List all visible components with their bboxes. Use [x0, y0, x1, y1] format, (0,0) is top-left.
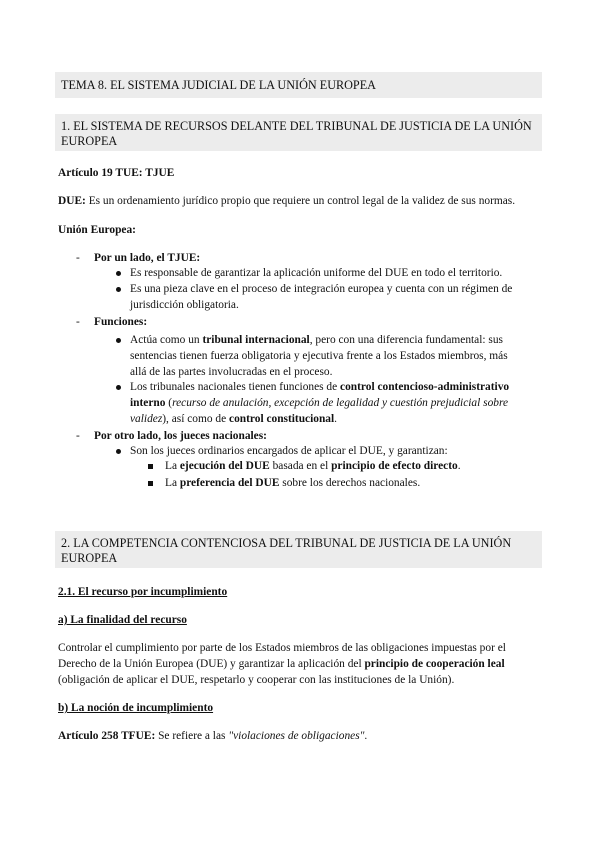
bullet-dot: [116, 385, 121, 390]
funciones-b1-line1: Actúa como un tribunal internacional, pero con una diferencia fundamental: sus: [130, 334, 503, 346]
tjue-bullet1: Es responsable de garantizar la aplicación uniforme del DUE en todo el territorio.: [130, 267, 503, 279]
tjue-bullet2-line2: jurisdicción obligatoria.: [130, 299, 239, 311]
funciones-label: Funciones:: [94, 316, 148, 328]
funciones-b1-line3: allá de las partes involucradas en el proceso.: [130, 366, 333, 378]
bullet-dot: [116, 338, 121, 343]
dash-bullet: -: [76, 316, 80, 328]
finalidad-line3: (obligación de aplicar el DUE, respetarlo y cooperar con las instituciones de la Unión).: [58, 674, 455, 686]
square-bullet: [148, 464, 153, 469]
jueces-sub2: La preferencia del DUE sobre los derechos nacionales.: [165, 477, 421, 489]
tjue-bullet2-line1: Es una pieza clave en el proceso de integración europea y cuenta con un régimen de: [130, 283, 513, 295]
tjue-label: Por un lado, el TJUE:: [94, 252, 201, 264]
section1-heading-line2: EUROPEA: [61, 134, 118, 148]
funciones-b2-line3: validez), así como de control constitucional.: [130, 413, 338, 425]
section2-heading-line2: EUROPEA: [61, 551, 118, 565]
bullet-dot: [116, 449, 121, 454]
tema-title-band: [55, 72, 542, 98]
tema-title: TEMA 8. EL SISTEMA JUDICIAL DE LA UNIÓN EUROPEA: [61, 78, 376, 92]
bullet-dot: [116, 287, 121, 292]
subheading-2-1: 2.1. El recurso por incumplimiento: [58, 586, 228, 598]
funciones-b2-line2: interno (recurso de anulación, excepción de legalidad y cuestión prejudicial sobre: [130, 397, 509, 409]
art258-paragraph: Artículo 258 TFUE: Se refiere a las "violaciones de obligaciones".: [58, 730, 368, 742]
dash-bullet: -: [76, 430, 80, 442]
jueces-label: Por otro lado, los jueces nacionales:: [94, 430, 267, 442]
section1-heading-band: [55, 114, 542, 151]
square-bullet: [148, 481, 153, 486]
section2-heading-line1: 2. LA COMPETENCIA CONTENCIOSA DEL TRIBUNAL DE JUSTICIA DE LA UNIÓN: [61, 536, 512, 550]
finalidad-line1: Controlar el cumplimiento por parte de los Estados miembros de las obligaciones impuestas por el: [58, 642, 506, 654]
jueces-bullet1: Son los jueces ordinarios encargados de aplicar el DUE, y garantizan:: [130, 445, 448, 457]
subheading-b: b) La noción de incumplimiento: [58, 702, 214, 714]
finalidad-line2: Derecho de la Unión Europea (DUE) y garantizar la aplicación del principio de cooperación leal: [58, 658, 505, 670]
bullet-dot: [116, 271, 121, 276]
funciones-b2-line1: Los tribunales nacionales tienen funciones de control contencioso-administrativo: [130, 381, 510, 393]
due-paragraph: DUE: Es un ordenamiento jurídico propio que requiere un control legal de la validez de sus normas.: [58, 195, 516, 207]
subheading-a: a) La finalidad del recurso: [58, 614, 187, 626]
dash-bullet: -: [76, 252, 80, 264]
art19-heading: Artículo 19 TUE: TJUE: [58, 167, 175, 179]
jueces-sub1: La ejecución del DUE basada en el principio de efecto directo.: [165, 460, 461, 472]
section2-heading-band: [55, 531, 542, 568]
funciones-b1-line2: sentencias tienen fuerza obligatoria y ejecutiva frente a los Estados miembros, más: [130, 350, 508, 362]
section1-heading-line1: 1. EL SISTEMA DE RECURSOS DELANTE DEL TRIBUNAL DE JUSTICIA DE LA UNIÓN: [61, 119, 532, 133]
ue-heading: Unión Europea:: [58, 224, 136, 236]
